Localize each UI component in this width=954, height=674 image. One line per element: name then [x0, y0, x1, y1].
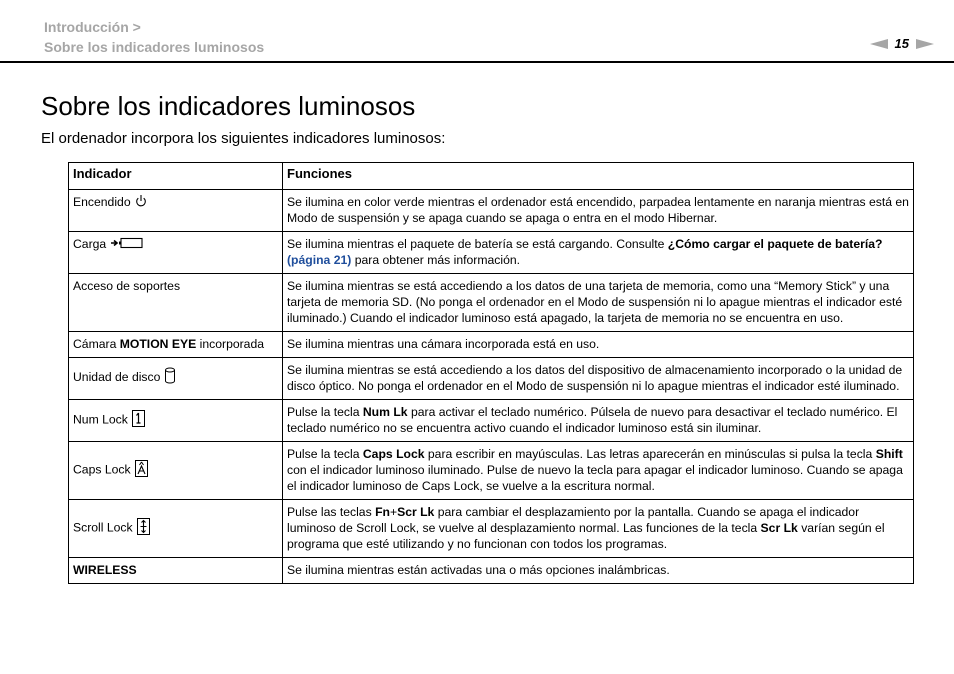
indicator-cell — [69, 500, 283, 558]
header-divider — [0, 61, 954, 63]
breadcrumb-parent[interactable]: Introducción > — [44, 19, 141, 35]
power-icon — [135, 194, 147, 212]
indicator-label: Scroll Lock — [73, 520, 133, 535]
column-header-indicator: Indicador — [69, 163, 283, 190]
table-row — [69, 232, 914, 274]
table-row — [69, 558, 914, 584]
breadcrumb-current: Sobre los indicadores luminosos — [44, 39, 265, 55]
table-row — [69, 332, 914, 358]
function-cell: Pulse la tecla Num Lk para activar el teclado numérico. Púlsela de nuevo para desactivar el teclado numérico. El teclado numérico no se encuentra activo cuando el indicador luminoso está sin iluminar. — [283, 400, 914, 442]
breadcrumb — [44, 17, 264, 57]
indicator-cell: Acceso de soportes — [69, 274, 283, 332]
table-header-row — [69, 163, 914, 190]
function-cell: Se ilumina mientras se está accediendo a los datos del dispositivo de almacenamiento incorporado o la unidad de disco óptico. No ponga el ordenador en el Modo de suspensión ni lo apague mientras el indicador esté iluminado. — [283, 358, 914, 400]
indicator-label: Unidad de disco — [73, 370, 161, 385]
page-title: Sobre los indicadores luminosos — [41, 91, 416, 121]
function-cell: Se ilumina mientras una cámara incorporada está en uso. — [283, 332, 914, 358]
indicator-cell — [69, 358, 283, 400]
indicator-cell — [69, 190, 283, 232]
function-cell: Se ilumina mientras están activadas una o más opciones inalámbricas. — [283, 558, 914, 584]
table-row — [69, 190, 914, 232]
function-cell: Pulse la tecla Caps Lock para escribir en mayúsculas. Las letras aparecerán en minúsculas si pulsa la tecla Shift con el indicador luminoso iluminado. Pulse de nuevo la tecla para apagar el indicador luminoso. Cuando se apaga el indicador luminoso de Caps Lock, se vuelve a la escritura normal. — [283, 442, 914, 500]
table-row — [69, 442, 914, 500]
function-cell: Se ilumina mientras se está accediendo a los datos de una tarjeta de memoria, como una “Memory Stick” y una tarjeta de memoria SD. (No ponga el ordenador en el Modo de suspensión ni lo apague mientras el indicador esté iluminado.) Cuando el indicador luminoso está apagado, la tarjeta de memoria no se encuentra en uso. — [283, 274, 914, 332]
previous-page-icon[interactable] — [870, 39, 888, 49]
indicator-label: Caps Lock — [73, 462, 131, 477]
page-number: 15 — [894, 36, 909, 51]
indicator-label: Carga — [73, 237, 107, 251]
indicator-cell — [69, 232, 283, 274]
table-row — [69, 500, 914, 558]
disk-drive-icon — [164, 367, 176, 389]
next-page-icon[interactable] — [916, 39, 934, 49]
function-cell: Pulse las teclas Fn+Scr Lk para cambiar el desplazamiento por la pantalla. Cuando se apaga el indicador luminoso de Scroll Lock, se vuelve al desplazamiento normal. Las funciones de la tecla Scr Lk varían según el programa que esté utilizando y no funcionan con todos los programas. — [283, 500, 914, 558]
table-row — [69, 400, 914, 442]
indicator-cell — [69, 442, 283, 500]
page-21-link[interactable]: (página 21) — [287, 253, 352, 267]
indicator-label: Encendido — [73, 195, 131, 210]
intro-text: El ordenador incorpora los siguientes indicadores luminosos: — [41, 130, 446, 147]
num-lock-icon — [132, 410, 145, 431]
indicator-cell: WIRELESS — [69, 558, 283, 584]
page-navigation — [870, 36, 934, 51]
indicator-label: Num Lock — [73, 412, 128, 427]
battery-charging-reference: ¿Cómo cargar el paquete de batería? — [667, 237, 883, 251]
battery-charge-icon — [110, 237, 144, 253]
function-cell: Se ilumina mientras el paquete de batería se está cargando. Consulte ¿Cómo cargar el paquete de batería? (página 21) para obtener más información. — [283, 232, 914, 274]
table-row — [69, 274, 914, 332]
table-row — [69, 358, 914, 400]
column-header-functions: Funciones — [283, 163, 914, 190]
caps-lock-icon — [135, 460, 148, 481]
indicator-cell: Cámara MOTION EYE incorporada — [69, 332, 283, 358]
indicator-cell — [69, 400, 283, 442]
function-cell: Se ilumina en color verde mientras el ordenador está encendido, parpadea lentamente en naranja mientras está en Modo de suspensión y se apaga cuando se apaga o entra en el modo Hibernar. — [283, 190, 914, 232]
scroll-lock-icon — [137, 518, 150, 539]
indicator-table — [68, 162, 914, 584]
